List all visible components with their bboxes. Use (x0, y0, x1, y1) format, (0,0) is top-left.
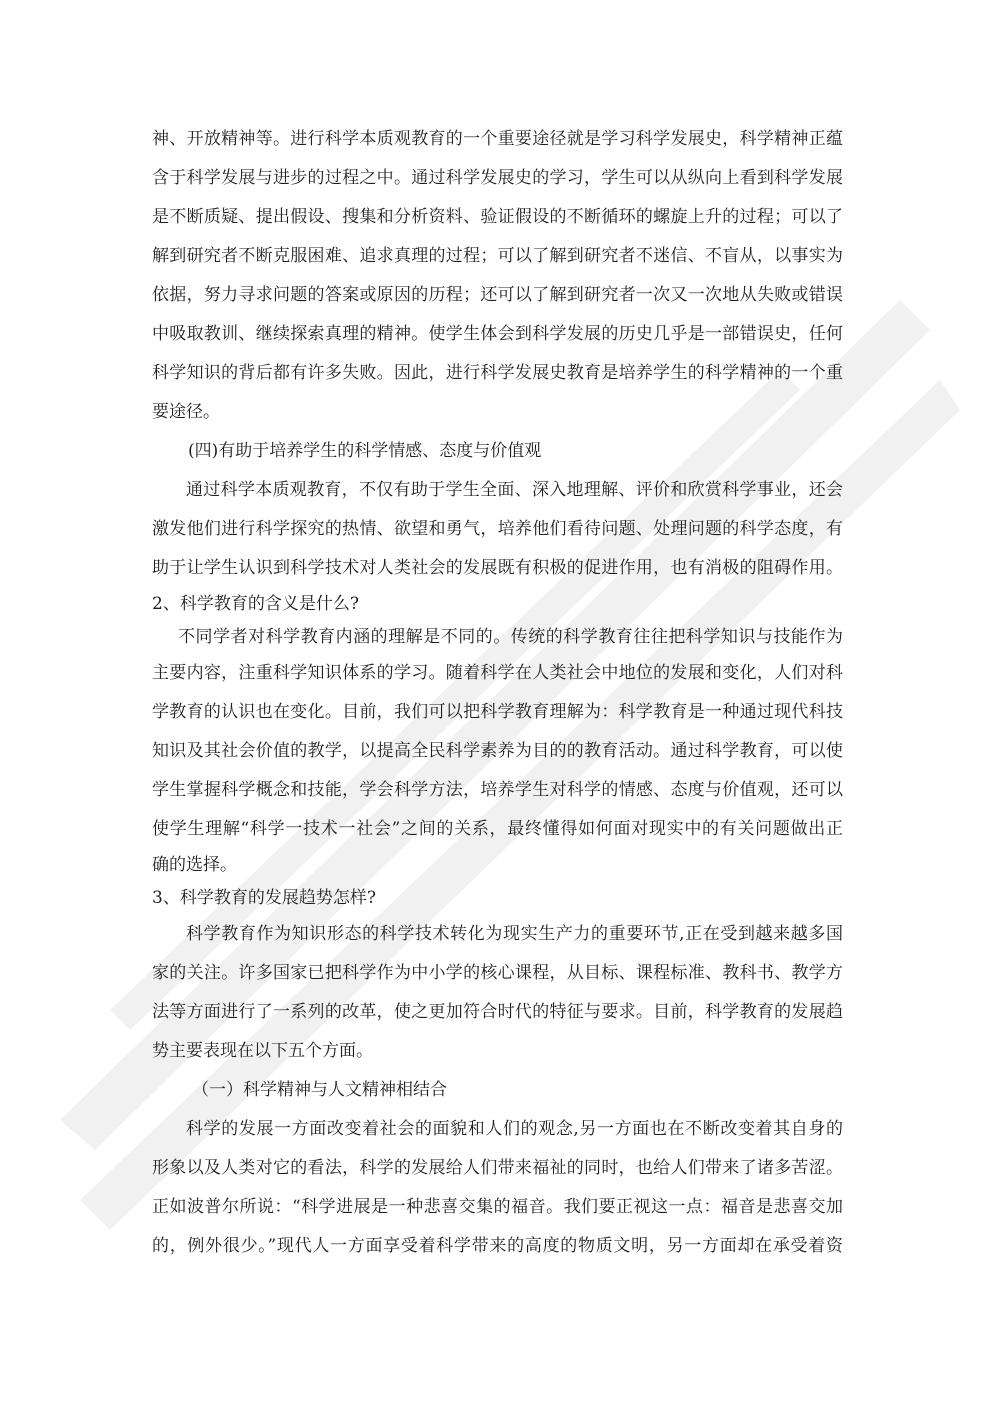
paragraph-line: 知识及其社会价值的教学，以提高全民科学素养为目的的教育活动。通过科学教育，可以使 (152, 741, 843, 761)
question-heading: 2、科学教育的含义是什么? (152, 594, 359, 614)
paragraph-line: 解到研究者不断克服困难、追求真理的过程；可以了解到研究者不迷信、不盲从，以事实为 (152, 246, 843, 266)
paragraph-line: 正如波普尔所说：“科学进展是一种悲喜交集的福音。我们要正视这一点：福音是悲喜交加 (152, 1197, 843, 1217)
document-page (152, 120, 843, 1266)
paragraph-line: 使学生理解“科学一技术一社会”之间的关系，最终懂得如何面对现实中的有关问题做出正 (152, 819, 843, 839)
paragraph-line: 通过科学本质观教育，不仅有助于学生全面、深入地理解、评价和欣赏科学事业，还会 (186, 480, 843, 500)
paragraph-line: 是不断质疑、提出假设、搜集和分析资料、验证假设的不断循环的螺旋上升的过程；可以了 (152, 207, 843, 227)
paragraph-line: 的，例外很少。”现代人一方面享受着科学带来的高度的物质文明，另一方面却在承受着资 (152, 1236, 843, 1256)
paragraph-line: 助于让学生认识到科学技术对人类社会的发展既有积极的促进作用，也有消极的阻碍作用。 (152, 558, 843, 578)
paragraph-line: 家的关注。许多国家已把科学作为中小学的核心课程，从目标、课程标准、教科书、教学方 (152, 963, 843, 983)
paragraph-line: 不同学者对科学教育内涵的理解是不同的。传统的科学教育往往把科学知识与技能作为 (178, 627, 843, 647)
paragraph-line: 科学教育作为知识形态的科学技术转化为现实生产力的重要环节,正在受到越来越多国 (186, 924, 843, 944)
paragraph-line: 势主要表现在以下五个方面。 (152, 1041, 373, 1061)
subsection-heading: （一）科学精神与人文精神相结合 (192, 1080, 447, 1100)
paragraph-line: 科学知识的背后都有许多失败。因此，进行科学发展史教育是培养学生的科学精神的一个重 (152, 363, 843, 383)
subsection-heading: (四)有助于培养学生的科学情感、态度与价值观 (188, 441, 542, 461)
paragraph-line: 含于科学发展与进步的过程之中。通过科学发展史的学习，学生可以从纵向上看到科学发展 (152, 168, 843, 188)
paragraph-line: 科学的发展一方面改变着社会的面貌和人们的观念,另一方面也在不断改变着其自身的 (186, 1119, 843, 1139)
paragraph-line: 神、开放精神等。进行科学本质观教育的一个重要途径就是学习科学发展史，科学精神正蕴 (152, 129, 843, 149)
paragraph-line: 中吸取教训、继续探索真理的精神。使学生体会到科学发展的历史几乎是一部错误史，任何 (152, 324, 843, 344)
paragraph-line: 法等方面进行了一系列的改革，使之更加符合时代的特征与要求。目前，科学教育的发展趋 (152, 1002, 843, 1022)
paragraph-line: 激发他们进行科学探究的热情、欲望和勇气，培养他们看待问题、处理问题的科学态度，有 (152, 519, 843, 539)
paragraph-line: 依据，努力寻求问题的答案或原因的历程；还可以了解到研究者一次又一次地从失败或错误 (152, 285, 843, 305)
paragraph-line: 确的选择。 (152, 855, 237, 875)
paragraph-line: 学生掌握科学概念和技能，学会科学方法，培养学生对科学的情感、态度与价值观，还可以 (152, 780, 843, 800)
question-heading: 3、科学教育的发展趋势怎样? (152, 888, 376, 908)
paragraph-line: 形象以及人类对它的看法，科学的发展给人们带来福祉的同时，也给人们带来了诸多苦涩。 (152, 1158, 843, 1178)
paragraph-line: 主要内容，注重科学知识体系的学习。随着科学在人类社会中地位的发展和变化，人们对科 (152, 663, 843, 683)
paragraph-line: 学教育的认识也在变化。目前，我们可以把科学教育理解为：科学教育是一种通过现代科技 (152, 702, 843, 722)
paragraph-line: 要途径。 (152, 402, 220, 422)
